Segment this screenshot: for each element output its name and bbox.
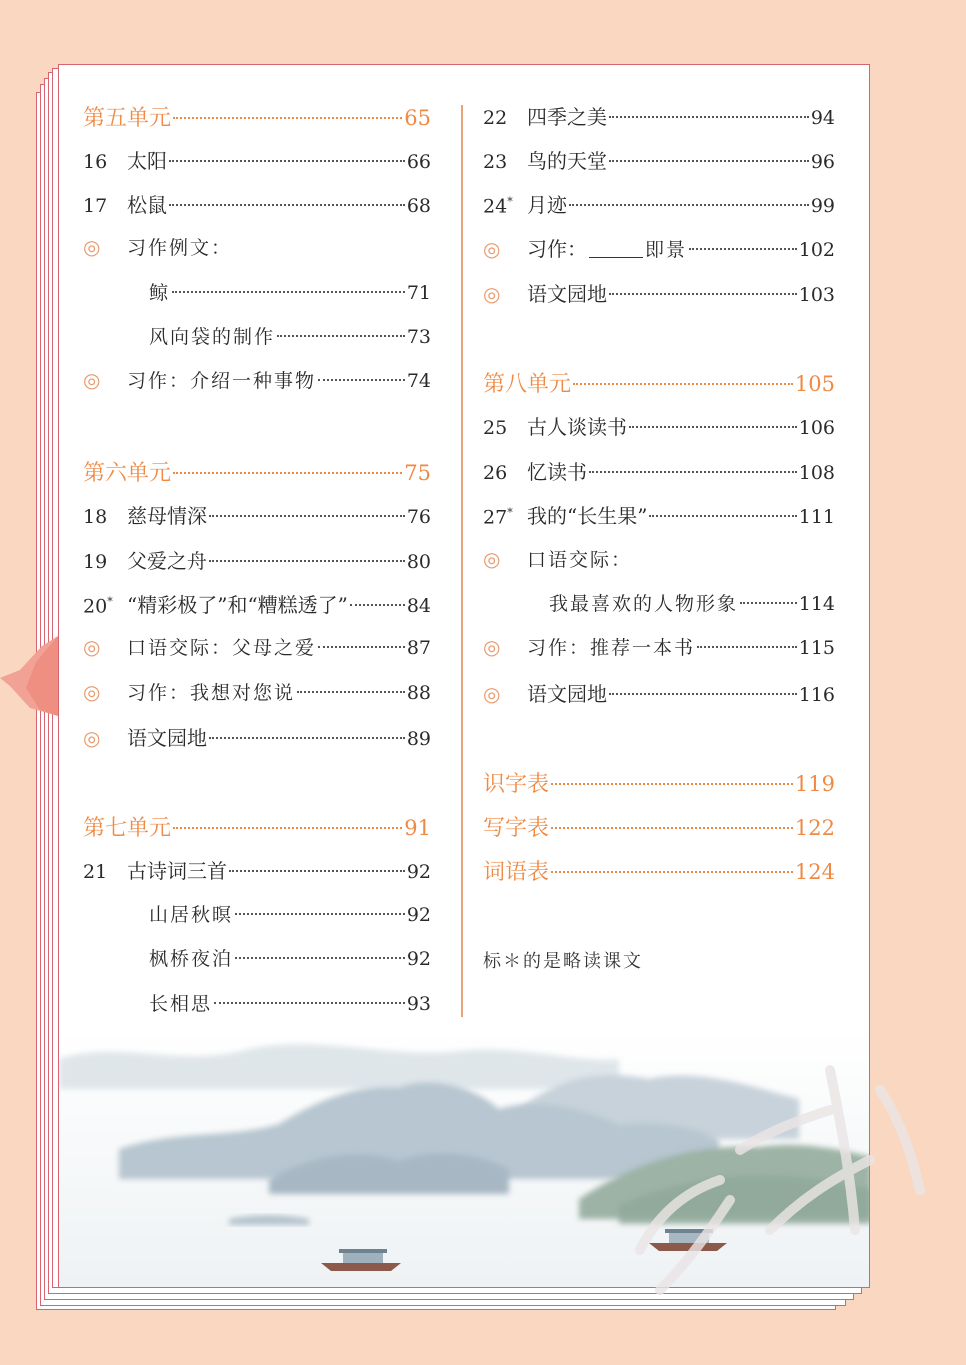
page-number: 99 <box>810 195 835 217</box>
dot-leader <box>318 646 405 648</box>
entry-title: 古人谈读书 <box>527 415 627 439</box>
page-number: 103 <box>798 284 835 306</box>
page-number: 73 <box>406 326 431 348</box>
toc-entry <box>83 989 431 1016</box>
entry-title: 语文园地 <box>527 282 607 306</box>
dot-leader <box>589 471 797 473</box>
dot-leader <box>609 693 797 695</box>
toc-entry <box>83 633 431 660</box>
page-number: 71 <box>406 282 431 304</box>
entry-title: 习作例文： <box>127 237 233 259</box>
dot-leader <box>229 870 405 872</box>
entry-title: 第七单元 <box>83 816 172 841</box>
lesson-number-text: 25 <box>483 417 508 439</box>
entry-title: 四季之美 <box>527 105 607 129</box>
page-number: 65 <box>404 106 431 130</box>
toc-entry <box>483 145 835 174</box>
toc-entry <box>483 189 835 218</box>
lesson-number-text: 22 <box>483 107 508 129</box>
dot-leader <box>209 560 405 562</box>
lesson-number-text: 16 <box>83 151 108 173</box>
entry-title: 慈母情深 <box>127 504 207 528</box>
dot-leader <box>209 737 405 739</box>
toc-entry <box>83 545 431 574</box>
toc-unit-heading <box>83 811 431 842</box>
entry-title: 习作： <box>527 237 587 261</box>
entry-title: 鲸 <box>149 282 171 304</box>
entry-title: 第八单元 <box>483 372 572 397</box>
bullet-icon: ◎ <box>83 635 101 659</box>
entry-title: 语文园地 <box>527 682 607 706</box>
page-number: 114 <box>798 593 835 615</box>
page-number: 84 <box>406 595 431 617</box>
page-number: 124 <box>794 860 835 884</box>
page-number: 76 <box>406 506 431 528</box>
page-number: 75 <box>404 461 431 485</box>
entry-title: 习作：我想对您说 <box>127 682 296 704</box>
column-divider <box>461 105 463 1017</box>
lesson-number <box>83 151 127 173</box>
toc-entry <box>483 101 835 130</box>
page-number: 111 <box>798 506 835 528</box>
dot-leader <box>235 913 405 915</box>
dot-leader <box>297 691 405 693</box>
entry-title: 第五单元 <box>83 106 172 131</box>
page-number: 115 <box>798 637 835 659</box>
dot-leader <box>573 383 793 385</box>
toc-entry <box>483 545 835 572</box>
page-number: 87 <box>406 637 431 659</box>
page-number: 102 <box>798 239 835 261</box>
bullet-icon: ◎ <box>483 682 501 706</box>
lesson-number <box>83 506 127 528</box>
lesson-number <box>83 195 127 217</box>
toc-unit-heading <box>483 855 835 886</box>
toc-unit-heading <box>483 367 835 398</box>
watermark-logo <box>600 1030 940 1330</box>
dot-leader <box>551 783 793 785</box>
toc-entry <box>83 366 431 393</box>
page-number: 80 <box>406 551 431 573</box>
lesson-number-text: 18 <box>83 506 108 528</box>
dot-leader <box>318 379 405 381</box>
entry-title: 忆读书 <box>527 460 587 484</box>
lesson-number-text: 21 <box>83 861 108 883</box>
dot-leader <box>629 426 797 428</box>
page-number: 105 <box>794 372 835 396</box>
toc-entry <box>83 500 431 529</box>
lesson-number-text: 20 <box>83 595 108 617</box>
lesson-number <box>483 107 527 129</box>
entry-title: 我最喜欢的人物形象 <box>549 593 739 615</box>
toc-entry <box>483 500 835 529</box>
entry-title: 月迹 <box>527 193 567 217</box>
page-number: 68 <box>406 195 431 217</box>
entry-title: 词语表 <box>483 860 550 885</box>
skim-reading-star: * <box>107 594 113 608</box>
toc-entry <box>483 456 835 485</box>
entry-title: 长相思 <box>149 993 213 1015</box>
dot-leader <box>350 604 405 606</box>
toc-entry <box>483 678 835 707</box>
entry-title: 松鼠 <box>127 193 167 217</box>
lesson-number-text: 17 <box>83 195 108 217</box>
bookmark-ribbon <box>0 636 60 716</box>
entry-title: 口语交际：父母之爱 <box>127 637 317 659</box>
toc-entry <box>83 722 431 751</box>
page-number: 89 <box>406 728 431 750</box>
lesson-number <box>83 595 127 617</box>
toc-entry <box>483 278 835 307</box>
page-number: 108 <box>798 462 835 484</box>
dot-leader <box>740 602 797 604</box>
entry-title: 太阳 <box>127 149 167 173</box>
toc-unit-heading <box>83 456 431 487</box>
entry-title: 识字表 <box>483 772 550 797</box>
entry-title: 风向袋的制作 <box>149 326 276 348</box>
lesson-number-text: 27 <box>483 506 508 528</box>
fill-in-blank <box>589 257 643 258</box>
entry-title: 我的“长生果” <box>527 504 648 528</box>
dot-leader <box>209 515 405 517</box>
page-number: 92 <box>406 904 431 926</box>
toc-entry <box>483 589 835 616</box>
dot-leader <box>169 160 405 162</box>
lesson-number-text: 24 <box>483 195 508 217</box>
entry-title: 鸟的天堂 <box>527 149 607 173</box>
dot-leader <box>609 116 809 118</box>
toc-entry <box>83 900 431 927</box>
page-number: 94 <box>810 107 835 129</box>
dot-leader <box>214 1002 405 1004</box>
toc-entry <box>83 944 431 971</box>
entry-title: 枫桥夜泊 <box>149 948 234 970</box>
entry-title: 语文园地 <box>127 726 207 750</box>
entry-title: 父爱之舟 <box>127 549 207 573</box>
toc-entry <box>83 278 431 305</box>
dot-leader <box>697 646 797 648</box>
bullet-icon: ◎ <box>83 680 101 704</box>
entry-title: 习作：介绍一种事物 <box>127 370 317 392</box>
bullet-icon: ◎ <box>83 726 101 750</box>
page-number: 92 <box>406 861 431 883</box>
bullet-icon: ◎ <box>483 635 501 659</box>
page-number: 93 <box>406 993 431 1015</box>
lesson-number <box>83 861 127 883</box>
page-number: 96 <box>810 151 835 173</box>
page-number: 91 <box>404 816 431 840</box>
lesson-number-text: 19 <box>83 551 108 573</box>
page-number: 122 <box>794 816 835 840</box>
lesson-number <box>483 462 527 484</box>
bullet-icon: ◎ <box>83 368 101 392</box>
toc-entry <box>83 189 431 218</box>
bullet-icon: ◎ <box>83 235 101 259</box>
toc-entry <box>483 233 835 262</box>
toc-entry <box>83 678 431 705</box>
page-number: 119 <box>794 772 835 796</box>
dot-leader <box>609 160 809 162</box>
footnote: 标＊的是略读课文 <box>483 951 643 972</box>
page-number: 88 <box>406 682 431 704</box>
entry-title: 口语交际： <box>527 549 633 571</box>
toc-entry <box>483 411 835 440</box>
toc-entry <box>83 145 431 174</box>
toc-entry <box>83 855 431 884</box>
toc-unit-heading <box>483 811 835 842</box>
page-number: 74 <box>406 370 431 392</box>
lesson-number-text: 26 <box>483 462 508 484</box>
dot-leader <box>173 472 402 474</box>
dot-leader <box>173 827 402 829</box>
lesson-number <box>483 151 527 173</box>
skim-reading-star: * <box>507 194 513 208</box>
bullet-icon: ◎ <box>483 282 501 306</box>
bullet-icon: ◎ <box>483 547 501 571</box>
dot-leader <box>551 827 793 829</box>
entry-title: 古诗词三首 <box>127 859 227 883</box>
dot-leader <box>689 248 797 250</box>
dot-leader <box>235 957 405 959</box>
page-number: 106 <box>798 417 835 439</box>
entry-title: 山居秋暝 <box>149 904 234 926</box>
lesson-number <box>483 417 527 439</box>
entry-title: “精彩极了”和“糟糕透了” <box>127 593 348 617</box>
toc-unit-heading <box>483 767 835 798</box>
page-number: 92 <box>406 948 431 970</box>
dot-leader <box>277 335 405 337</box>
lesson-number <box>483 195 527 217</box>
toc-entry <box>83 322 431 349</box>
toc-entry <box>483 633 835 660</box>
page-number: 66 <box>406 151 431 173</box>
dot-leader <box>609 293 797 295</box>
dot-leader <box>649 515 796 517</box>
dot-leader <box>569 204 809 206</box>
toc-entry <box>83 233 431 260</box>
lesson-number <box>483 506 527 528</box>
entry-title-suffix: 即景 <box>645 239 688 261</box>
entry-title: 写字表 <box>483 816 550 841</box>
dot-leader <box>172 291 405 293</box>
lesson-number <box>83 551 127 573</box>
toc-entry <box>83 589 431 618</box>
lesson-number-text: 23 <box>483 151 508 173</box>
entry-title: 第六单元 <box>83 461 172 486</box>
page-number: 116 <box>798 684 835 706</box>
dot-leader <box>551 871 793 873</box>
bullet-icon: ◎ <box>483 237 501 261</box>
dot-leader <box>173 117 402 119</box>
entry-title: 习作：推荐一本书 <box>527 637 696 659</box>
skim-reading-star: * <box>507 505 513 519</box>
toc-unit-heading <box>83 101 431 132</box>
dot-leader <box>169 204 405 206</box>
